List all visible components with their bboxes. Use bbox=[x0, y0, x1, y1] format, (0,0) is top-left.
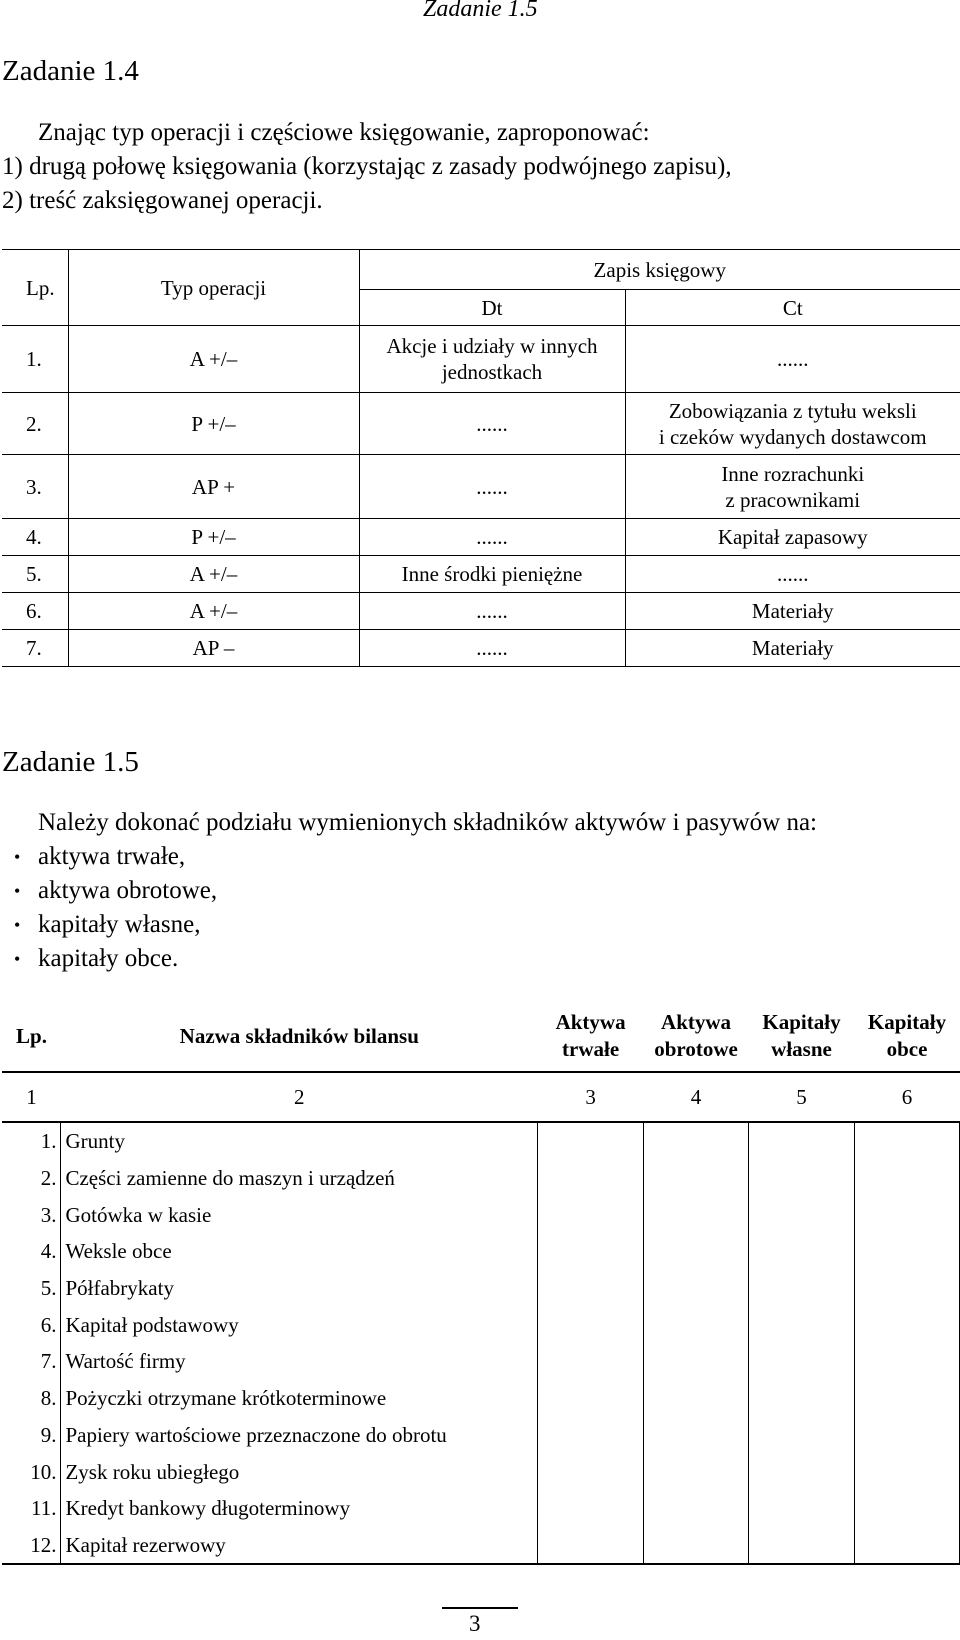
row-type: A +/– bbox=[68, 556, 359, 593]
table-row bbox=[2, 1490, 960, 1527]
row-type: AP – bbox=[68, 630, 359, 667]
row-lp: 7. bbox=[40, 1349, 57, 1374]
task-14-heading: Zadanie 1.4 bbox=[2, 55, 139, 87]
cell-current-assets[interactable] bbox=[644, 1453, 749, 1490]
table-row bbox=[2, 326, 960, 393]
cell-liabilities[interactable] bbox=[855, 1270, 960, 1307]
cell-fixed-assets[interactable] bbox=[538, 1490, 644, 1527]
cell-current-assets[interactable] bbox=[644, 1196, 749, 1233]
row-lp: 12. bbox=[2, 1527, 61, 1565]
row-lp: 7. bbox=[2, 630, 68, 667]
intro-line: Znając typ operacji i częściowe księgowanie, zaproponować: bbox=[38, 119, 650, 146]
posting-table bbox=[2, 249, 960, 667]
cell-equity[interactable] bbox=[749, 1270, 855, 1307]
table-row bbox=[2, 1270, 960, 1307]
cell-liabilities[interactable] bbox=[855, 1343, 960, 1380]
cell-equity[interactable] bbox=[749, 1196, 855, 1233]
cell-equity[interactable] bbox=[749, 1380, 855, 1417]
row-name: Kredyt bankowy długoterminowy bbox=[61, 1490, 538, 1527]
row-ct: ...... bbox=[625, 556, 960, 593]
row-type: AP + bbox=[68, 455, 359, 519]
column-number: 5 bbox=[749, 1072, 855, 1122]
cell-fixed-assets[interactable] bbox=[538, 1343, 644, 1380]
row-lp: 1. bbox=[2, 326, 68, 393]
row-name: Kapitał rezerwowy bbox=[61, 1527, 538, 1565]
row-lp: 3. bbox=[2, 455, 68, 519]
col-dt-header: Dt bbox=[359, 290, 625, 326]
cell-liabilities[interactable] bbox=[855, 1306, 960, 1343]
cell-liabilities[interactable] bbox=[855, 1196, 960, 1233]
row-name: Pożyczki otrzymane krótkoterminowe bbox=[61, 1380, 538, 1417]
page-number-rule bbox=[442, 1607, 518, 1609]
cell-liabilities[interactable] bbox=[855, 1527, 960, 1565]
row-name: Papiery wartościowe przeznaczone do obrotu bbox=[61, 1417, 538, 1454]
cell-fixed-assets[interactable] bbox=[538, 1122, 644, 1160]
column-number: 3 bbox=[538, 1072, 644, 1122]
col-liabilities-header: Kapitały obce bbox=[855, 1001, 960, 1072]
row-dt: Akcje i udziały w innych jednostkach bbox=[359, 326, 625, 393]
column-number-row bbox=[2, 1072, 960, 1122]
column-number: 1 bbox=[2, 1072, 61, 1122]
table-row bbox=[2, 1160, 960, 1197]
cell-liabilities[interactable] bbox=[855, 1380, 960, 1417]
cell-liabilities[interactable] bbox=[855, 1233, 960, 1270]
table-row bbox=[2, 1122, 960, 1160]
task-15-intro bbox=[38, 806, 817, 840]
row-lp: 1. bbox=[40, 1129, 57, 1154]
column-number: 4 bbox=[644, 1072, 749, 1122]
table-row bbox=[2, 455, 960, 519]
col-name-header: Nazwa składników bilansu bbox=[61, 1001, 538, 1072]
column-number: 6 bbox=[855, 1072, 960, 1122]
row-name: Grunty bbox=[61, 1122, 538, 1160]
cell-fixed-assets[interactable] bbox=[538, 1270, 644, 1307]
table-row bbox=[2, 393, 960, 455]
col-entry-header: Zapis księgowy bbox=[359, 250, 960, 290]
cell-current-assets[interactable] bbox=[644, 1160, 749, 1197]
list-item-label: aktywa obrotowe, bbox=[38, 877, 218, 904]
cell-current-assets[interactable] bbox=[644, 1527, 749, 1565]
row-type: P +/– bbox=[68, 393, 359, 455]
task-14-intro bbox=[38, 116, 650, 150]
list-item-label: aktywa trwałe, bbox=[38, 843, 186, 870]
table-row bbox=[2, 1417, 960, 1454]
row-lp: 11. bbox=[30, 1496, 57, 1521]
table-row bbox=[2, 1306, 960, 1343]
cell-equity[interactable] bbox=[749, 1122, 855, 1160]
row-name: Kapitał podstawowy bbox=[61, 1306, 538, 1343]
row-lp: 2. bbox=[40, 1166, 57, 1191]
cell-fixed-assets[interactable] bbox=[538, 1417, 644, 1454]
cell-fixed-assets[interactable] bbox=[538, 1160, 644, 1197]
row-dt: ...... bbox=[359, 630, 625, 667]
row-ct: ...... bbox=[625, 326, 960, 393]
table-row bbox=[2, 1196, 960, 1233]
table-row bbox=[2, 1343, 960, 1380]
cell-liabilities[interactable] bbox=[855, 1417, 960, 1454]
col-ct-header: Ct bbox=[625, 290, 960, 326]
col-current-assets-header: Aktywa obrotowe bbox=[644, 1001, 749, 1072]
row-ct: Materiały bbox=[625, 630, 960, 667]
row-name: Zysk roku ubiegłego bbox=[61, 1453, 538, 1490]
col-lp-header: Lp. bbox=[2, 1001, 61, 1072]
list-item bbox=[14, 908, 217, 942]
row-dt: ...... bbox=[359, 393, 625, 455]
row-dt: Inne środki pieniężne bbox=[359, 556, 625, 593]
table-row bbox=[2, 630, 960, 667]
cell-current-assets[interactable] bbox=[644, 1233, 749, 1270]
row-ct: Zobowiązania z tytułu weksli i czeków wydanych dostawcom bbox=[625, 393, 960, 455]
col-lp-header: Lp. bbox=[2, 250, 68, 326]
cell-current-assets[interactable] bbox=[644, 1270, 749, 1307]
intro-step-2: 2) treść zaksięgowanej operacji. bbox=[2, 187, 323, 214]
row-type: A +/– bbox=[68, 326, 359, 393]
cell-equity[interactable] bbox=[749, 1417, 855, 1454]
intro-step-1: 1) drugą połowę księgowania (korzystając z zasady podwójnego zapisu), bbox=[2, 153, 732, 180]
cell-fixed-assets[interactable] bbox=[538, 1196, 644, 1233]
balance-items-table bbox=[2, 1001, 960, 1565]
cell-liabilities[interactable] bbox=[855, 1160, 960, 1197]
row-ct: Materiały bbox=[625, 593, 960, 630]
running-head: Zadanie 1.5 bbox=[423, 0, 538, 22]
col-equity-header: Kapitały własne bbox=[749, 1001, 855, 1072]
row-dt: ...... bbox=[359, 519, 625, 556]
row-type: A +/– bbox=[68, 593, 359, 630]
cell-liabilities[interactable] bbox=[855, 1490, 960, 1527]
col-fixed-assets-header: Aktywa trwałe bbox=[538, 1001, 644, 1072]
cell-current-assets[interactable] bbox=[644, 1306, 749, 1343]
items-body bbox=[2, 1122, 960, 1564]
task-14-steps bbox=[2, 150, 732, 218]
col-type-header: Typ operacji bbox=[68, 250, 359, 326]
table-row bbox=[2, 1380, 960, 1417]
row-ct: Inne rozrachunki z pracownikami bbox=[625, 455, 960, 519]
table-row bbox=[2, 1233, 960, 1270]
category-list bbox=[14, 840, 217, 976]
bullet-icon: • bbox=[14, 847, 21, 867]
row-ct: Kapitał zapasowy bbox=[625, 519, 960, 556]
column-number: 2 bbox=[61, 1072, 538, 1122]
cell-current-assets[interactable] bbox=[644, 1417, 749, 1454]
cell-fixed-assets[interactable] bbox=[538, 1453, 644, 1490]
cell-current-assets[interactable] bbox=[644, 1490, 749, 1527]
table-row bbox=[2, 1527, 960, 1565]
list-item bbox=[14, 874, 217, 908]
table-row bbox=[2, 1453, 960, 1490]
cell-equity[interactable] bbox=[749, 1160, 855, 1197]
cell-equity[interactable] bbox=[749, 1343, 855, 1380]
cell-current-assets[interactable] bbox=[644, 1343, 749, 1380]
bullet-icon: • bbox=[14, 949, 21, 969]
row-name: Części zamienne do maszyn i urządzeń bbox=[61, 1160, 538, 1197]
table-row bbox=[2, 556, 960, 593]
table-row bbox=[2, 519, 960, 556]
cell-liabilities[interactable] bbox=[855, 1453, 960, 1490]
cell-liabilities[interactable] bbox=[855, 1122, 960, 1160]
row-lp: 2. bbox=[2, 393, 68, 455]
cell-equity[interactable] bbox=[749, 1527, 855, 1565]
row-lp: 5. bbox=[40, 1276, 57, 1301]
cell-current-assets[interactable] bbox=[644, 1122, 749, 1160]
task-15-heading: Zadanie 1.5 bbox=[2, 746, 139, 778]
row-lp: 5. bbox=[2, 556, 68, 593]
bullet-icon: • bbox=[14, 881, 21, 901]
table-row bbox=[2, 593, 960, 630]
list-item-label: kapitały własne, bbox=[38, 911, 201, 938]
cell-equity[interactable] bbox=[749, 1453, 855, 1490]
row-lp: 4. bbox=[40, 1239, 57, 1264]
row-name: Wartość firmy bbox=[61, 1343, 538, 1380]
list-item bbox=[14, 840, 217, 874]
row-dt: ...... bbox=[359, 593, 625, 630]
row-name: Weksle obce bbox=[61, 1233, 538, 1270]
row-lp: 10. bbox=[30, 1459, 57, 1484]
list-item bbox=[14, 942, 217, 976]
row-lp: 6. bbox=[40, 1312, 57, 1337]
row-dt: ...... bbox=[359, 455, 625, 519]
row-lp: 4. bbox=[2, 519, 68, 556]
page-number: 3 bbox=[469, 1611, 481, 1636]
list-item-label: kapitały obce. bbox=[38, 945, 179, 972]
cell-equity[interactable] bbox=[749, 1306, 855, 1343]
bullet-icon: • bbox=[14, 915, 21, 935]
cell-fixed-assets[interactable] bbox=[538, 1380, 644, 1417]
cell-fixed-assets[interactable] bbox=[538, 1527, 644, 1565]
row-lp: 3. bbox=[40, 1202, 57, 1227]
cell-equity[interactable] bbox=[749, 1490, 855, 1527]
row-type: P +/– bbox=[68, 519, 359, 556]
row-lp: 8. bbox=[40, 1386, 57, 1411]
row-lp: 6. bbox=[2, 593, 68, 630]
row-name: Półfabrykaty bbox=[61, 1270, 538, 1307]
cell-equity[interactable] bbox=[749, 1233, 855, 1270]
cell-current-assets[interactable] bbox=[644, 1380, 749, 1417]
row-lp: 9. bbox=[40, 1422, 57, 1447]
row-name: Gotówka w kasie bbox=[61, 1196, 538, 1233]
cell-fixed-assets[interactable] bbox=[538, 1306, 644, 1343]
intro-line: Należy dokonać podziału wymienionych składników aktywów i pasywów na: bbox=[38, 809, 817, 836]
cell-fixed-assets[interactable] bbox=[538, 1233, 644, 1270]
